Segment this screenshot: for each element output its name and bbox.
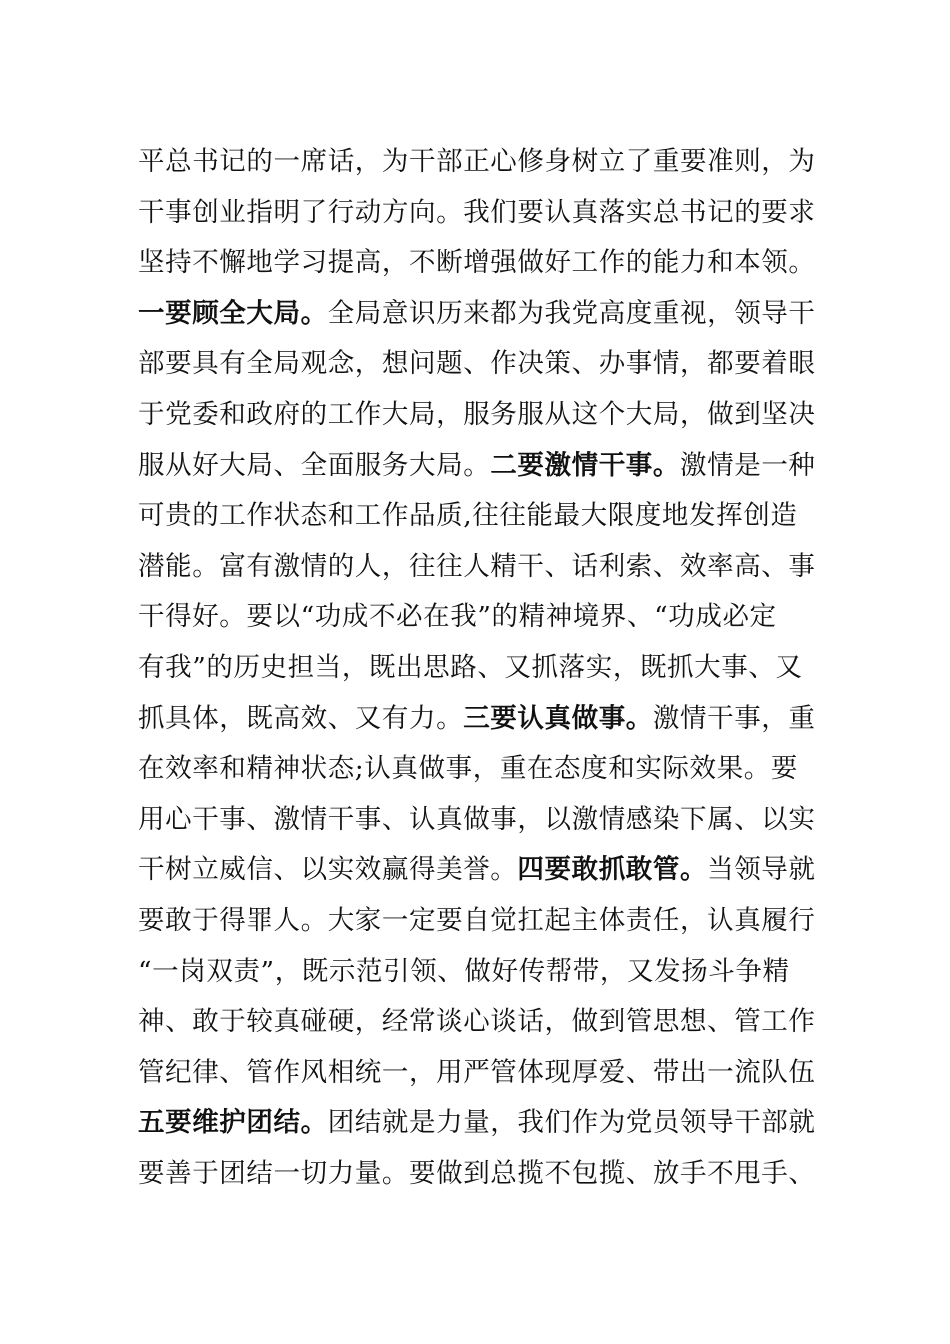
- body-text-segment: 于党委和政府的工作大局，服务服从这个大局，做到坚决: [138, 398, 816, 430]
- text-line: [138, 795, 818, 846]
- body-text-segment: 干事创业指明了行动方向。我们要认真落实总书记的要求: [138, 196, 816, 228]
- body-text-segment: 部要具有全局观念，想问题、作决策、办事情，都要着眼: [138, 348, 816, 380]
- text-line: [138, 339, 818, 390]
- body-text-segment: 抓具体，既高效、又有力。: [138, 702, 464, 734]
- text-line: [138, 289, 818, 340]
- body-text-segment: 有我”的历史担当，既出思路、又抓落实，既抓大事、又: [138, 651, 803, 683]
- body-text-segment: 服从好大局、全面服务大局。: [138, 449, 491, 481]
- text-line: [138, 1048, 818, 1099]
- text-line: [138, 592, 818, 643]
- body-text-segment: 潜能。富有激情的人，往往人精干、话利索、效率高、事: [138, 550, 816, 582]
- body-text-segment: 要善于团结一切力量。要做到总揽不包揽、放手不甩手、: [138, 1157, 816, 1189]
- text-line: [138, 947, 818, 998]
- text-line: [138, 997, 818, 1048]
- bold-heading-text: 一要顾全大局。: [138, 297, 328, 329]
- body-text-segment: 管纪律、管作风相统一，用严管体现厚爱、带出一流队伍: [138, 1056, 816, 1088]
- bold-heading-text: 二要激情干事。: [490, 449, 681, 481]
- text-line: [138, 390, 818, 441]
- text-line: [138, 643, 818, 694]
- text-line: [138, 744, 818, 795]
- text-line: [138, 542, 818, 593]
- body-text-segment: 用心干事、激情干事、认真做事，以激情感染下属、以实: [138, 803, 816, 835]
- body-text-segment: 当领导就: [707, 854, 816, 886]
- text-line: [138, 491, 818, 542]
- body-text: [138, 137, 818, 1199]
- body-text-segment: 要敢于得罪人。大家一定要自觉扛起主体责任，认真履行: [138, 904, 816, 936]
- text-line: [138, 845, 818, 896]
- body-text-segment: “一岗双责”，既示范引领、做好传帮带，又发扬斗争精: [138, 955, 790, 987]
- body-text-segment: 激情干事，重: [652, 702, 816, 734]
- text-line: [138, 1098, 818, 1149]
- body-text-segment: 神、敢于较真碰硬，经常谈心谈话，做到管思想、管工作: [138, 1006, 816, 1038]
- text-line: [138, 188, 818, 239]
- text-line: [138, 137, 818, 188]
- text-line: [138, 1149, 818, 1200]
- text-line: [138, 238, 818, 289]
- body-text-segment: 激情是一种: [680, 449, 816, 481]
- body-text-segment: 在效率和精神状态;认真做事，重在态度和实际效果。要: [138, 753, 798, 785]
- text-line: [138, 694, 818, 745]
- body-text-segment: 团结就是力量，我们作为党员领导干部就: [327, 1107, 816, 1139]
- body-text-segment: 平总书记的一席话，为干部正心修身树立了重要准则，为: [138, 146, 816, 177]
- text-line: [138, 896, 818, 947]
- body-text-segment: 全局意识历来都为我党高度重视，领导干: [327, 297, 816, 329]
- bold-heading-text: 三要认真做事。: [463, 702, 653, 734]
- body-text-segment: 可贵的工作状态和工作品质,往往能最大限度地发挥创造: [138, 500, 798, 532]
- bold-heading-text: 五要维护团结。: [138, 1107, 328, 1139]
- body-text-segment: 干树立威信、以实效赢得美誉。: [138, 854, 518, 886]
- body-text-segment: 坚持不懈地学习提高，不断增强做好工作的能力和本领。: [138, 247, 816, 279]
- text-line: [138, 441, 818, 492]
- bold-heading-text: 四要敢抓敢管。: [517, 854, 708, 886]
- body-text-segment: 干得好。要以“功成不必在我”的精神境界、“功成必定: [138, 601, 777, 633]
